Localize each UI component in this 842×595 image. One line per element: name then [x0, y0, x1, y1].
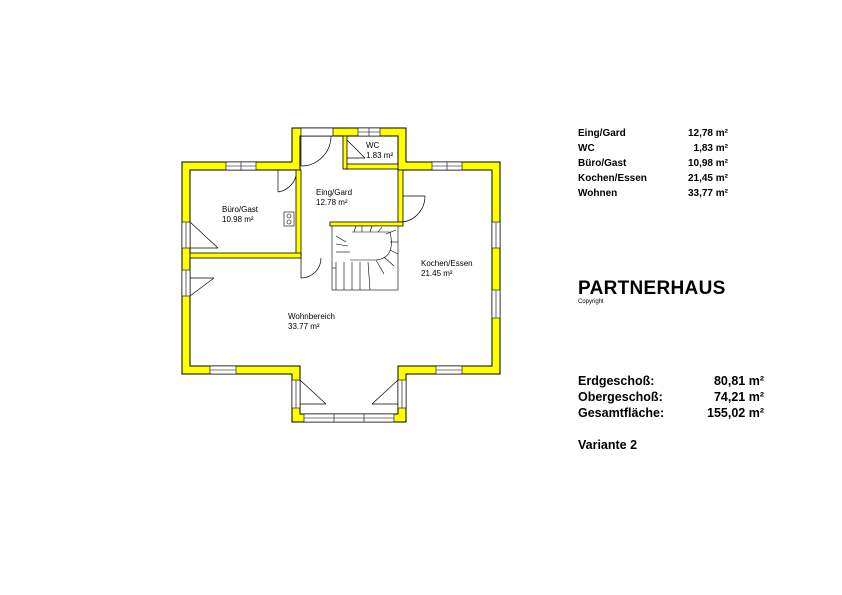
window-top-right: [432, 162, 462, 170]
wall-buero-eing: [296, 170, 301, 256]
area-row-value: 33,77 m²: [687, 188, 728, 199]
total-row-name: Obergeschoß:: [578, 390, 663, 404]
total-row-value: 74,21 m²: [713, 390, 764, 404]
wc-door: [347, 140, 365, 158]
buero-door: [278, 170, 296, 192]
window-right-1: [492, 222, 500, 248]
terrace-door-left: [300, 380, 326, 404]
total-row-name: Gesamtfläche:: [578, 406, 665, 420]
window-right-2: [492, 290, 500, 318]
totals-table: [578, 373, 764, 421]
terrace-door-right: [372, 380, 398, 404]
area-row-value: 1,83 m²: [693, 143, 728, 154]
window-bay-right: [398, 380, 406, 408]
window-bottom-left: [210, 366, 236, 374]
window-top-buero: [226, 162, 256, 170]
staircase: [332, 226, 398, 290]
appliance-symbol: [284, 212, 294, 226]
room-wc-label: WC: [366, 141, 380, 150]
total-row: [578, 405, 764, 421]
area-row-value: 21,45 m²: [687, 173, 728, 184]
room-eing-area: 12.78 m²: [316, 198, 348, 207]
window-left-2: [182, 270, 190, 296]
room-kochen-area: 21.45 m²: [421, 269, 453, 278]
window-bottom-right: [436, 366, 462, 374]
wohn-window-door: [190, 278, 214, 296]
window-top-wc: [358, 128, 380, 136]
room-buero-area: 10.98 m²: [222, 215, 254, 224]
room-wc-area: 1.83 m²: [366, 151, 394, 160]
area-row: [578, 156, 728, 171]
area-row-name: Wohnen: [578, 188, 618, 199]
entrance-door: [301, 128, 333, 166]
room-eing-label: Eing/Gard: [316, 188, 353, 197]
area-row-name: Büro/Gast: [578, 158, 627, 169]
area-row-name: Eing/Gard: [578, 128, 626, 139]
wall-eing-koch: [398, 170, 403, 222]
wall-stair-top: [330, 222, 403, 226]
room-buero-label: Büro/Gast: [222, 205, 259, 214]
area-row-name: WC: [578, 143, 595, 154]
window-bay-bottom: [304, 414, 394, 422]
area-row: [578, 186, 728, 201]
brand-title: PARTNERHAUS: [578, 278, 726, 299]
variant-label: Variante 2: [578, 438, 638, 452]
room-wohn-area: 33.77 m²: [288, 322, 320, 331]
total-row-value: 155,02 m²: [707, 406, 764, 420]
total-row: [578, 373, 764, 389]
copyright-note: Copyright: [578, 299, 604, 305]
window-left-1: [182, 222, 190, 248]
area-row-name: Kochen/Essen: [578, 173, 647, 184]
wohn-door: [301, 258, 321, 278]
area-row: [578, 141, 728, 156]
room-area-table: [578, 126, 728, 201]
wall-buero-wohn: [190, 253, 301, 258]
area-row: [578, 126, 728, 141]
wall-wc-bottom: [345, 164, 398, 169]
area-row-value: 10,98 m²: [687, 158, 728, 169]
total-row-name: Erdgeschoß:: [578, 374, 655, 388]
buero-window-door: [190, 222, 218, 248]
window-bay-left: [292, 380, 300, 408]
area-row-value: 12,78 m²: [687, 128, 728, 139]
wall-wc-side: [343, 136, 347, 169]
room-kochen-label: Kochen/Essen: [421, 259, 473, 268]
area-row: [578, 171, 728, 186]
kochen-door: [403, 196, 425, 222]
total-row: [578, 389, 764, 405]
total-row-value: 80,81 m²: [713, 374, 764, 388]
room-wohn-label: Wohnbereich: [288, 312, 335, 321]
